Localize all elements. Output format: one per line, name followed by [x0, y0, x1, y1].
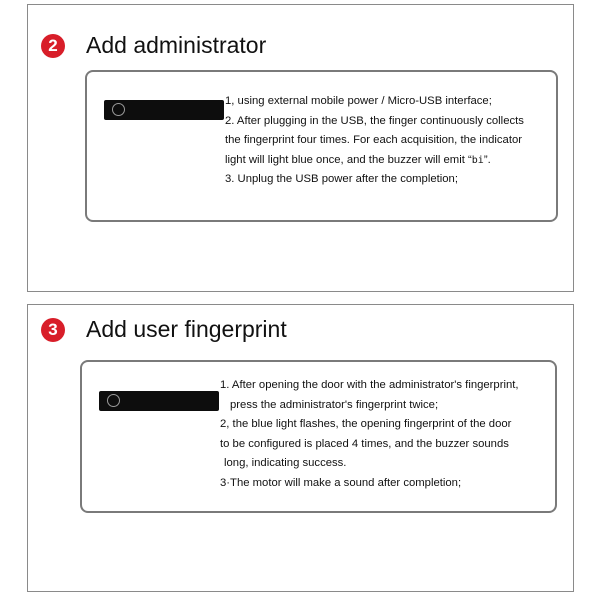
instructions-text	[225, 92, 524, 190]
instruction-line: press the administrator's fingerprint twice;	[230, 398, 439, 411]
instruction-line: 1. After opening the door with the administrator's fingerprint,	[220, 379, 519, 391]
fingerprint-sensor-ring-icon	[112, 103, 125, 116]
instruction-line: 3·The motor will make a sound after completion;	[220, 476, 462, 489]
add-user-fingerprint-panel	[27, 304, 574, 592]
instruction-line: to be configured is placed 4 times, and the buzzer sounds	[220, 437, 509, 450]
instruction-line: 2, the blue light flashes, the opening fingerprint of the door	[220, 418, 512, 430]
instruction-line: 1, using external mobile power / Micro-USB interface;	[225, 95, 492, 107]
instruction-line: 3. Unplug the USB power after the completion;	[225, 173, 458, 185]
instruction-line: long, indicating success.	[224, 457, 347, 469]
buzzer-sound-text: bi	[471, 154, 484, 166]
instructions-box	[80, 360, 557, 513]
instruction-line	[225, 151, 524, 171]
instruction-line: 2. After plugging in the USB, the finger continuously collects	[225, 114, 524, 127]
instruction-line-text: light will light blue once, and the buzzer will emit “	[225, 153, 472, 166]
instruction-line: the fingerprint four times. For each acquisition, the indicator	[225, 134, 523, 146]
fingerprint-sensor-ring-icon	[107, 394, 120, 407]
instructions-box	[85, 70, 558, 222]
instruction-line-end: ”.	[483, 153, 491, 166]
usb-fingerprint-module-icon	[104, 100, 224, 120]
step-number-badge: 3	[41, 318, 65, 342]
usb-fingerprint-module-icon	[99, 391, 219, 411]
instructions-text	[220, 376, 519, 493]
step-number-badge: 2	[41, 34, 65, 58]
add-administrator-panel	[27, 4, 574, 292]
section-title: Add administrator	[86, 32, 267, 58]
section-title: Add user fingerprint	[86, 316, 287, 342]
